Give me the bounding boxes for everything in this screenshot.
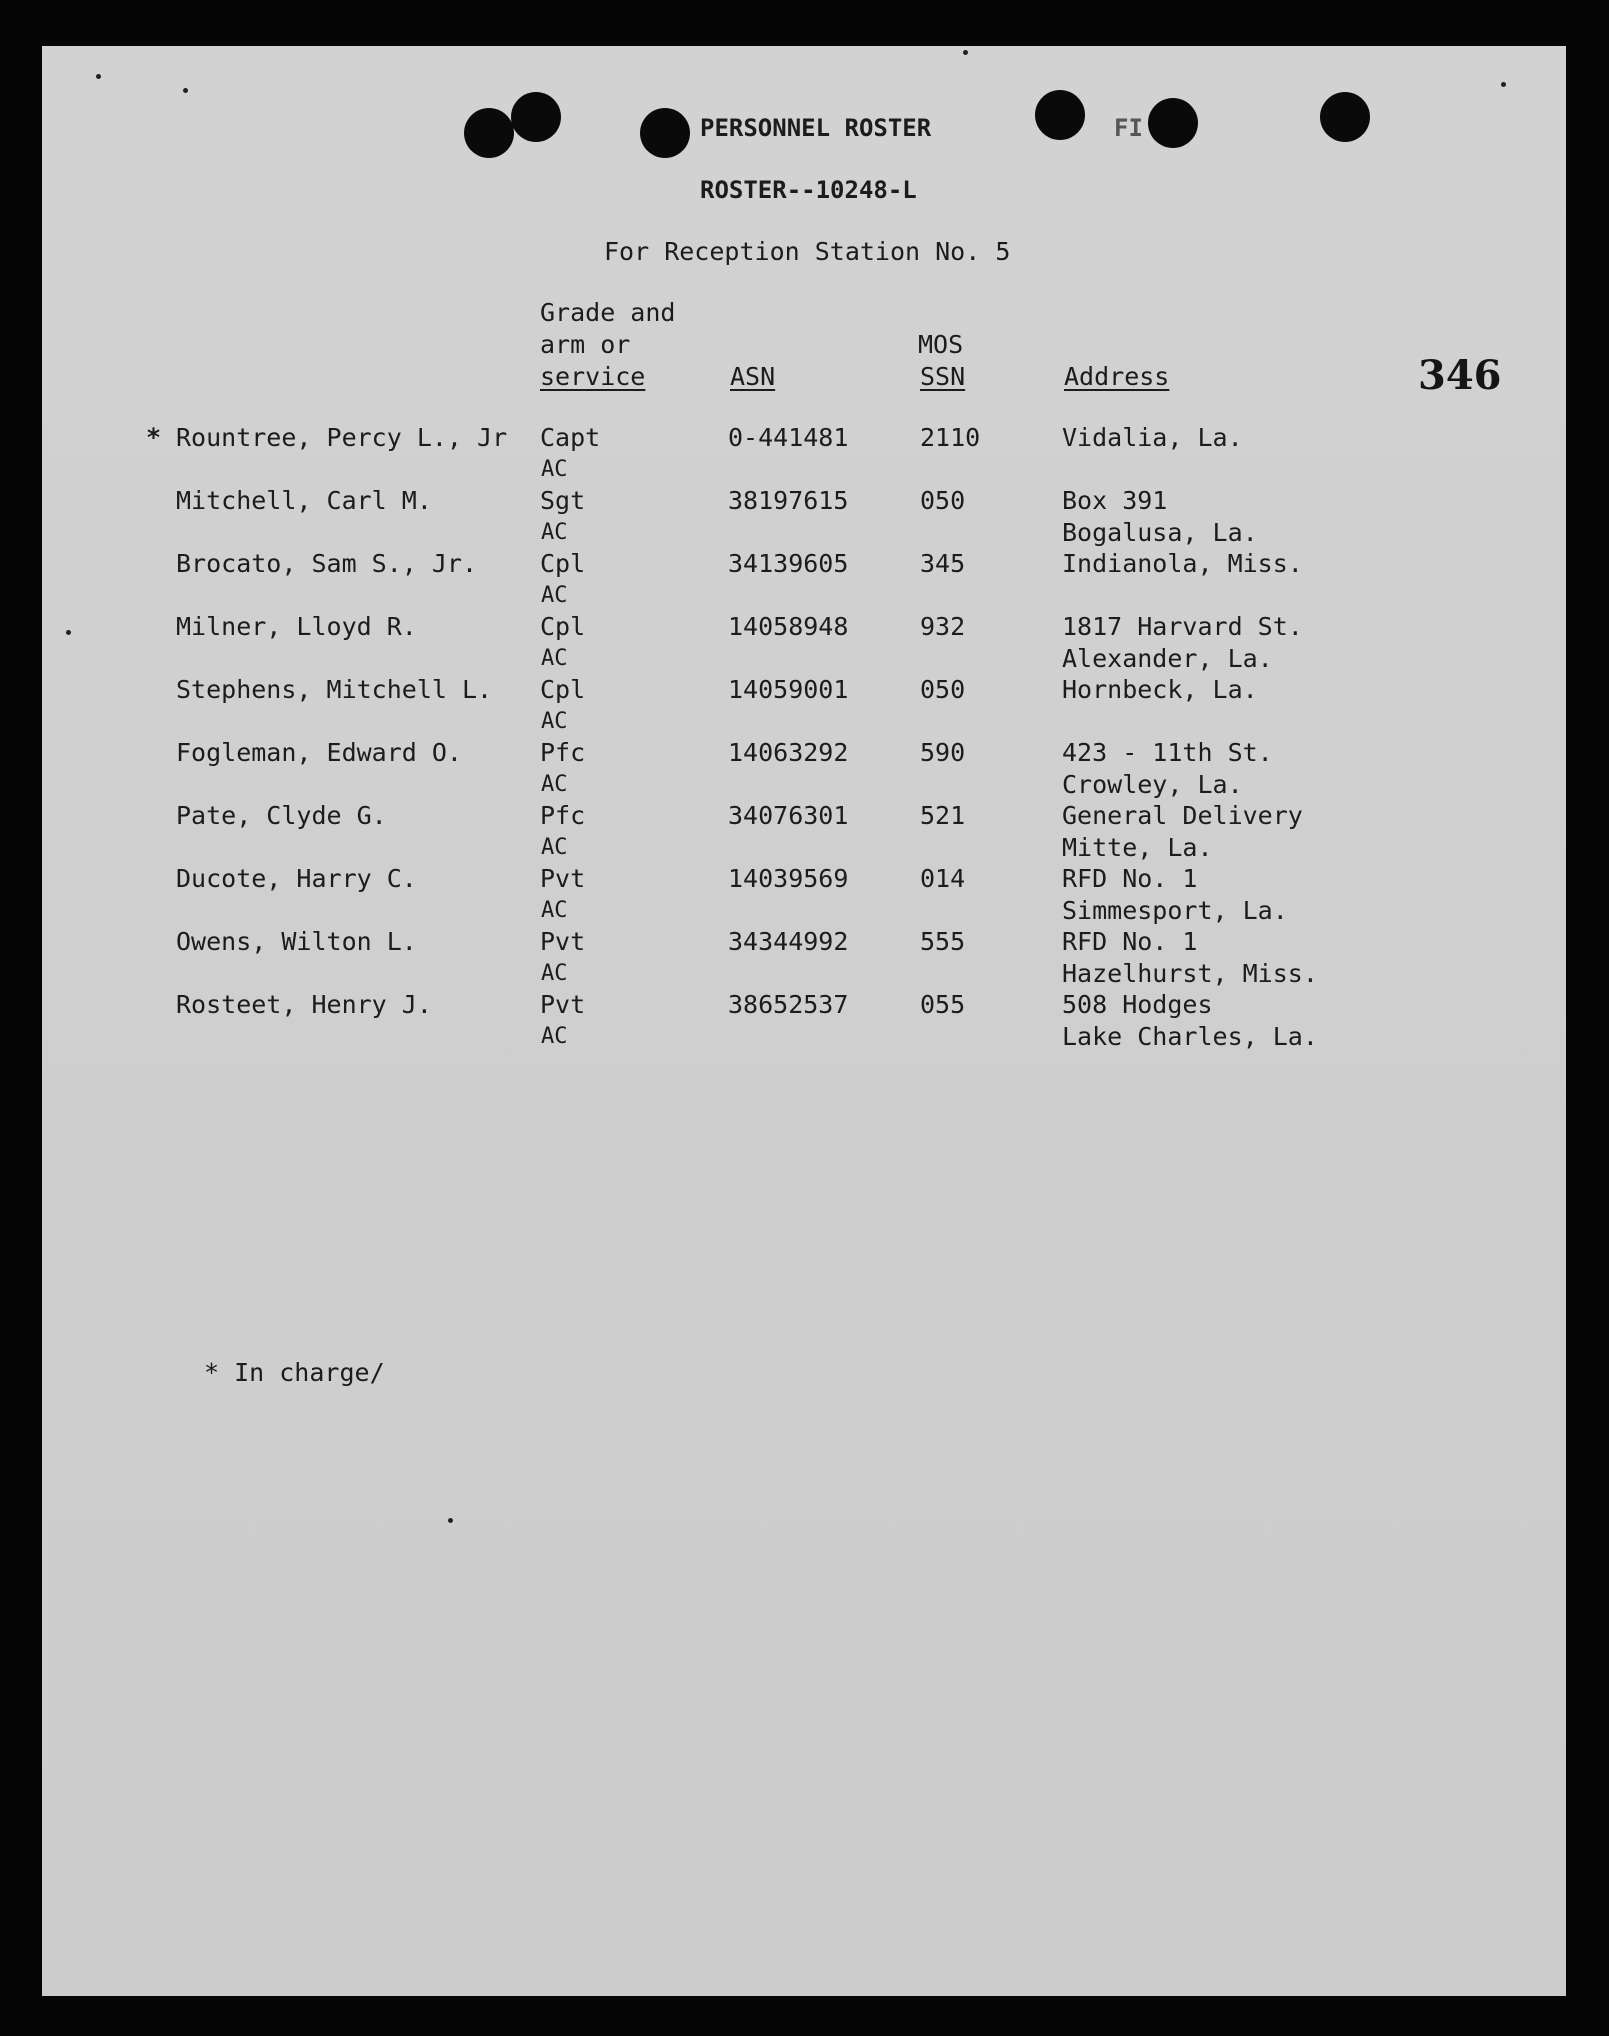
row-name: Stephens, Mitchell L. <box>176 675 493 704</box>
row-grade: Pvt <box>540 990 586 1019</box>
row-asn: 38652537 <box>728 990 849 1019</box>
row-arm: AC <box>541 898 568 923</box>
row-mos: 055 <box>920 990 966 1019</box>
punch-hole <box>640 108 690 158</box>
row-address-line1: RFD No. 1 <box>1062 927 1198 956</box>
paper-speck <box>96 74 101 79</box>
row-address-line1: 423 - 11th St. <box>1062 738 1273 767</box>
row-address-line2: Bogalusa, La. <box>1062 518 1258 547</box>
paper-speck <box>183 88 188 93</box>
row-address-line1: 1817 Harvard St. <box>1062 612 1303 641</box>
row-mos: 050 <box>920 675 966 704</box>
row-grade: Pfc <box>540 738 586 767</box>
page-number: 346 <box>1418 352 1502 399</box>
paper-speck <box>963 50 968 55</box>
row-address-line1: Hornbeck, La. <box>1062 675 1258 704</box>
page-title: PERSONNEL ROSTER <box>700 114 932 142</box>
row-mos: 050 <box>920 486 966 515</box>
row-asn: 38197615 <box>728 486 849 515</box>
row-asn: 34139605 <box>728 549 849 578</box>
row-address-line1: 508 Hodges <box>1062 990 1213 1019</box>
row-address-line1: Vidalia, La. <box>1062 423 1243 452</box>
row-name: Rosteet, Henry J. <box>176 990 432 1019</box>
row-mos: 2110 <box>920 423 981 452</box>
row-asn: 34076301 <box>728 801 849 830</box>
col-grade-header: service <box>540 362 646 391</box>
row-address-line1: RFD No. 1 <box>1062 864 1198 893</box>
row-asn: 34344992 <box>728 927 849 956</box>
row-mos: 590 <box>920 738 966 767</box>
col-mos-line1: MOS <box>918 330 964 359</box>
roster-subtitle: For Reception Station No. 5 <box>604 237 1011 266</box>
row-name: Owens, Wilton L. <box>176 927 417 956</box>
row-address-line2: Hazelhurst, Miss. <box>1062 959 1318 988</box>
row-name: Brocato, Sam S., Jr. <box>176 549 478 578</box>
punch-hole <box>1035 90 1085 140</box>
row-address-line2: Mitte, La. <box>1062 833 1213 862</box>
row-name: Ducote, Harry C. <box>176 864 417 893</box>
row-asn: 14063292 <box>728 738 849 767</box>
page-title-fragment: FI <box>1114 114 1143 142</box>
row-name: Fogleman, Edward O. <box>176 738 462 767</box>
row-arm: AC <box>541 772 568 797</box>
row-address-line1: General Delivery <box>1062 801 1303 830</box>
row-mos: 555 <box>920 927 966 956</box>
row-asn: 14039569 <box>728 864 849 893</box>
row-name: Milner, Lloyd R. <box>176 612 417 641</box>
in-charge-mark: * <box>146 423 162 452</box>
row-address-line1: Indianola, Miss. <box>1062 549 1303 578</box>
footnote: * In charge/ <box>204 1358 385 1387</box>
document-page <box>42 46 1566 1996</box>
row-address-line2: Alexander, La. <box>1062 644 1273 673</box>
row-asn: 14058948 <box>728 612 849 641</box>
row-asn: 0-441481 <box>728 423 849 452</box>
punch-hole <box>511 92 561 142</box>
paper-speck <box>1501 82 1506 87</box>
punch-hole <box>464 108 514 158</box>
row-arm: AC <box>541 520 568 545</box>
paper-speck <box>448 1518 453 1523</box>
row-address-line2: Simmesport, La. <box>1062 896 1288 925</box>
col-grade-line1: Grade and <box>540 298 676 327</box>
row-grade: Cpl <box>540 612 586 641</box>
punch-hole <box>1148 98 1198 148</box>
row-grade: Pfc <box>540 801 586 830</box>
row-mos: 014 <box>920 864 966 893</box>
row-address-line2: Lake Charles, La. <box>1062 1022 1318 1051</box>
row-grade: Cpl <box>540 549 586 578</box>
paper-speck <box>66 630 71 635</box>
punch-hole <box>1320 92 1370 142</box>
row-grade: Pvt <box>540 927 586 956</box>
row-name: Mitchell, Carl M. <box>176 486 432 515</box>
col-address-header: Address <box>1064 362 1170 391</box>
row-arm: AC <box>541 835 568 860</box>
col-mos-header: SSN <box>920 362 966 391</box>
row-address-line2: Crowley, La. <box>1062 770 1243 799</box>
row-name: Rountree, Percy L., Jr <box>176 423 508 452</box>
row-mos: 521 <box>920 801 966 830</box>
row-grade: Pvt <box>540 864 586 893</box>
row-address-line1: Box 391 <box>1062 486 1168 515</box>
row-arm: AC <box>541 1024 568 1049</box>
row-mos: 932 <box>920 612 966 641</box>
row-asn: 14059001 <box>728 675 849 704</box>
row-arm: AC <box>541 457 568 482</box>
row-arm: AC <box>541 709 568 734</box>
row-arm: AC <box>541 961 568 986</box>
col-asn-header: ASN <box>730 362 776 391</box>
row-arm: AC <box>541 583 568 608</box>
row-grade: Cpl <box>540 675 586 704</box>
row-grade: Sgt <box>540 486 586 515</box>
row-mos: 345 <box>920 549 966 578</box>
roster-number: ROSTER--10248-L <box>700 176 917 204</box>
row-grade: Capt <box>540 423 601 452</box>
col-grade-line2: arm or <box>540 330 631 359</box>
row-arm: AC <box>541 646 568 671</box>
row-name: Pate, Clyde G. <box>176 801 387 830</box>
